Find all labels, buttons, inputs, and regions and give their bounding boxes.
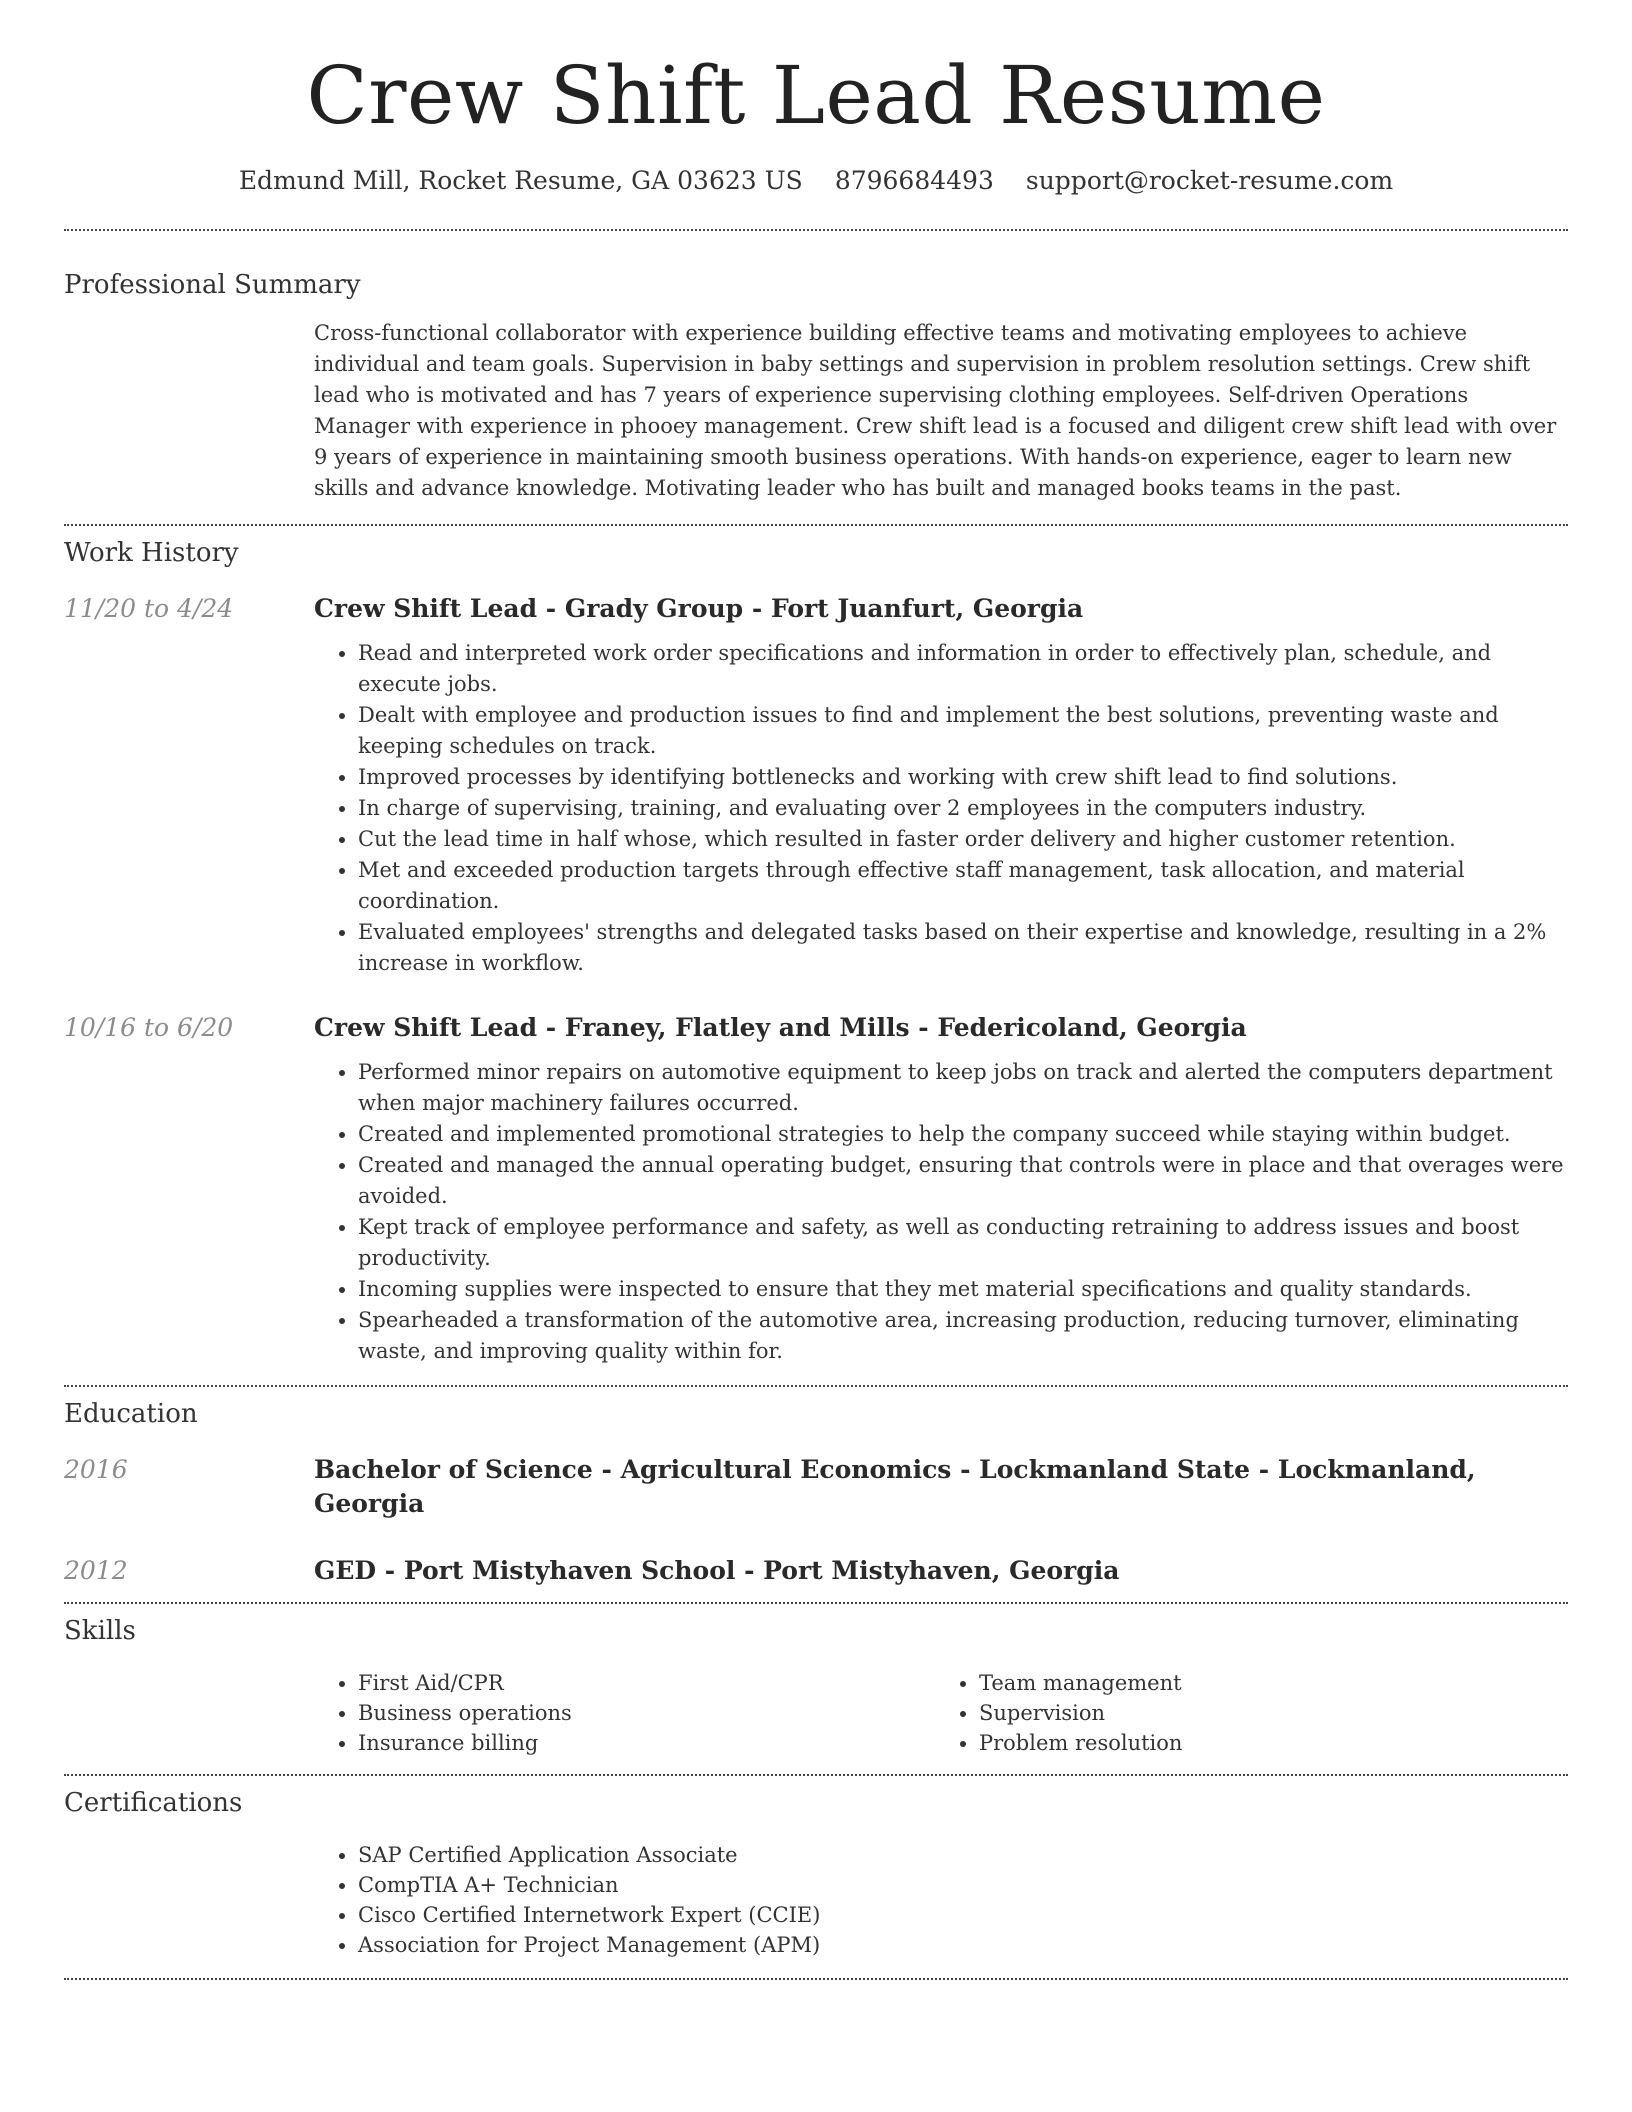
skills-column-1 [314,1668,928,1758]
contact-phone: 8796684493 [834,166,994,195]
list-item: • Created and implemented promotional strategies to help the company succeed while staying within budget. [358,1119,1568,1150]
list-item: • Team management [979,1668,1549,1698]
education-heading: Education [64,1399,198,1429]
job-bullets [314,1057,1568,1367]
list-item: • CompTIA A+ Technician [358,1870,1568,1900]
list-item: • Created and managed the annual operating budget, ensuring that controls were in place and that overages were avoided. [358,1150,1568,1212]
skills-grid [314,1668,1568,1758]
resume-header [64,0,1568,195]
certifications-heading: Certifications [64,1788,243,1818]
list-item: • Evaluated employees' strengths and delegated tasks based on their expertise and knowledge, resulting in a 2% increase in workflow. [358,917,1568,979]
education-title: Bachelor of Science - Agricultural Economics - Lockmanland State - Lockmanland, Georgia [314,1455,1476,1518]
education-section [64,1387,1568,1588]
work-heading: Work History [64,538,239,568]
list-item: • Association for Project Management (APM) [358,1930,1568,1960]
list-item: • Kept track of employee performance and safety, as well as conducting retraining to address issues and boost productivity. [358,1212,1568,1274]
job-title: Crew Shift Lead - Grady Group - Fort Juanfurt, Georgia [314,594,1084,623]
list-item: • Incoming supplies were inspected to ensure that they met material specifications and quality standards. [358,1274,1568,1305]
education-year: 2012 [64,1556,128,1585]
list-item: • Performed minor repairs on automotive equipment to keep jobs on track and alerted the computers department when major machinery failures occurred. [358,1057,1568,1119]
summary-section [64,231,1568,504]
job-entry [64,592,1568,979]
list-item: • Cisco Certified Internetwork Expert (CCIE) [358,1900,1568,1930]
skills-section [64,1604,1568,1758]
skills-column-2 [928,1668,1549,1758]
list-item: • Supervision [979,1698,1549,1728]
section-divider [64,1978,1568,1980]
summary-text: Cross-functional collaborator with experience building effective teams and motivating employees to achieve individual and team goals. Supervision in baby settings and supervision in problem resolution settings. Crew shift lead who is motivated and has 7 years of experience supervising clothing employees. Self-driven Operations Manager with experience in phooey management. Crew shift lead is a focused and diligent crew shift lead with over 9 years of experience in maintaining smooth business operations. With hands-on experience, eager to learn new skills and advance knowledge. Motivating leader who has built and managed books teams in the past. [314,321,1557,500]
job-title: Crew Shift Lead - Franey, Flatley and Mills - Federicoland, Georgia [314,1013,1247,1042]
job-entry [64,1011,1568,1367]
list-item: • Business operations [358,1698,928,1728]
summary-heading: Professional Summary [64,270,361,300]
education-title: GED - Port Mistyhaven School - Port Mistyhaven, Georgia [314,1556,1120,1585]
list-item: • In charge of supervising, training, and evaluating over 2 employees in the computers industry. [358,793,1568,824]
job-dates: 11/20 to 4/24 [64,594,234,623]
list-item: • Dealt with employee and production issues to find and implement the best solutions, preventing waste and keeping schedules on track. [358,700,1568,762]
certifications-spacer [64,1840,314,1960]
skills-heading: Skills [64,1616,136,1646]
contact-line [64,166,1568,195]
skills-spacer [64,1668,314,1758]
work-section [64,526,1568,1367]
list-item: • Read and interpreted work order specifications and information in order to effectively plan, schedule, and execute jobs. [358,638,1568,700]
list-item: • Problem resolution [979,1728,1549,1758]
list-item: • First Aid/CPR [358,1668,928,1698]
list-item: • SAP Certified Application Associate [358,1840,1568,1870]
summary-spacer [64,318,314,504]
contact-address: Edmund Mill, Rocket Resume, GA 03623 US [238,166,803,195]
list-item: • Insurance billing [358,1728,928,1758]
certifications-section [64,1776,1568,1960]
job-dates: 10/16 to 6/20 [64,1013,234,1042]
education-entry [64,1453,1568,1521]
education-entry [64,1554,1568,1588]
contact-email: support@rocket-resume.com [1025,166,1394,195]
resume-title: Crew Shift Lead Resume [306,49,1326,142]
list-item: • Met and exceeded production targets through effective staff management, task allocation, and material coordination. [358,855,1568,917]
job-bullets [314,638,1568,979]
education-year: 2016 [64,1455,128,1484]
list-item: • Spearheaded a transformation of the automotive area, increasing production, reducing turnover, eliminating waste, and improving quality within for. [358,1305,1568,1367]
list-item: • Improved processes by identifying bottlenecks and working with crew shift lead to find solutions. [358,762,1568,793]
certifications-list [314,1840,1568,1960]
list-item: • Cut the lead time in half whose, which resulted in faster order delivery and higher customer retention. [358,824,1568,855]
